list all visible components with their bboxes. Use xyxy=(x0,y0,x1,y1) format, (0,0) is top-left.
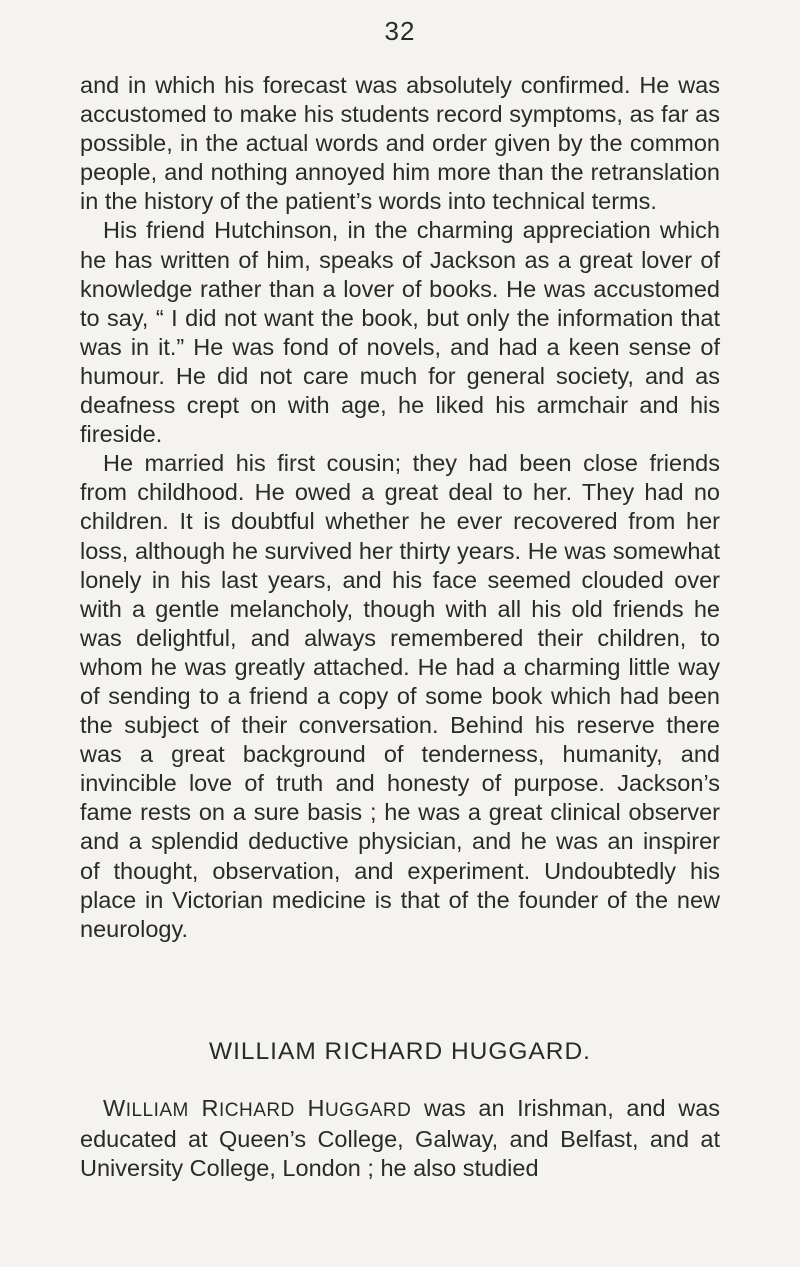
paragraph: and in which his forecast was absolutely confirmed. He was accustomed to make his students record symptoms, as far as possible, in the actual words and order given by the common people, and nothing annoyed him more than the retranslation in the history of the patient’s words into technical terms. xyxy=(80,72,720,215)
page-number: 32 xyxy=(384,16,416,46)
paragraph: His friend Hutchinson, in the charming appreciation which he has written of him, speaks of Jackson as a great lover of knowledge rather than a lover of books. He was accustomed to say, “ I did not want the book, but only the information that was in it.” He was fond of novels, and had a keen sense of humour. He did not care much for general society, and as deafness crept on with age, he liked his armchair and his fireside. xyxy=(80,217,720,448)
lead-name-rest: ILLIAM xyxy=(125,1100,189,1121)
section-heading: WILLIAM RICHARD HUGGARD. xyxy=(208,1038,591,1065)
paragraph: He married his first cousin; they had been close friends from childhood. He owed a great deal to her. They had no children. It is doubtful whether he ever recovered from her loss, although he survived her thirty years. He was somewhat lonely in his last years, and his face seemed clouded over with a gentle melancholy, though with all his old friends he was delightful, and always remembered their children, to whom he was greatly attached. He had a charming little way of sending to a friend a copy of some book which had been the subject of their conversation. Behind his reserve there was a great background of tenderness, humanity, and invincible love of truth and honesty of purpose. Jackson’s fame rests on a sure basis ; he was a great clinical observer and a splendid deductive physician, and he was an inspirer of thought, observation, and experiment. Undoubtedly his place in Victorian medicine is that of the founder of the new neurology. xyxy=(80,450,720,942)
lead-name-rest: UGGARD xyxy=(324,1100,412,1121)
lead-name-rest: ICHARD xyxy=(219,1100,295,1121)
jackson-text-block xyxy=(80,71,720,944)
paragraph-text: was an Irishman, and was educated at Queen’s College, Galway, and Belfast, and at University College, London ; he also studied xyxy=(80,1095,721,1182)
lead-name xyxy=(103,1095,411,1121)
lead-name-initial: W xyxy=(103,1095,126,1121)
huggard-text-block xyxy=(80,1094,720,1183)
paragraph xyxy=(80,1094,720,1183)
lead-name-initial: R xyxy=(201,1095,219,1121)
lead-name-initial: H xyxy=(307,1095,325,1121)
